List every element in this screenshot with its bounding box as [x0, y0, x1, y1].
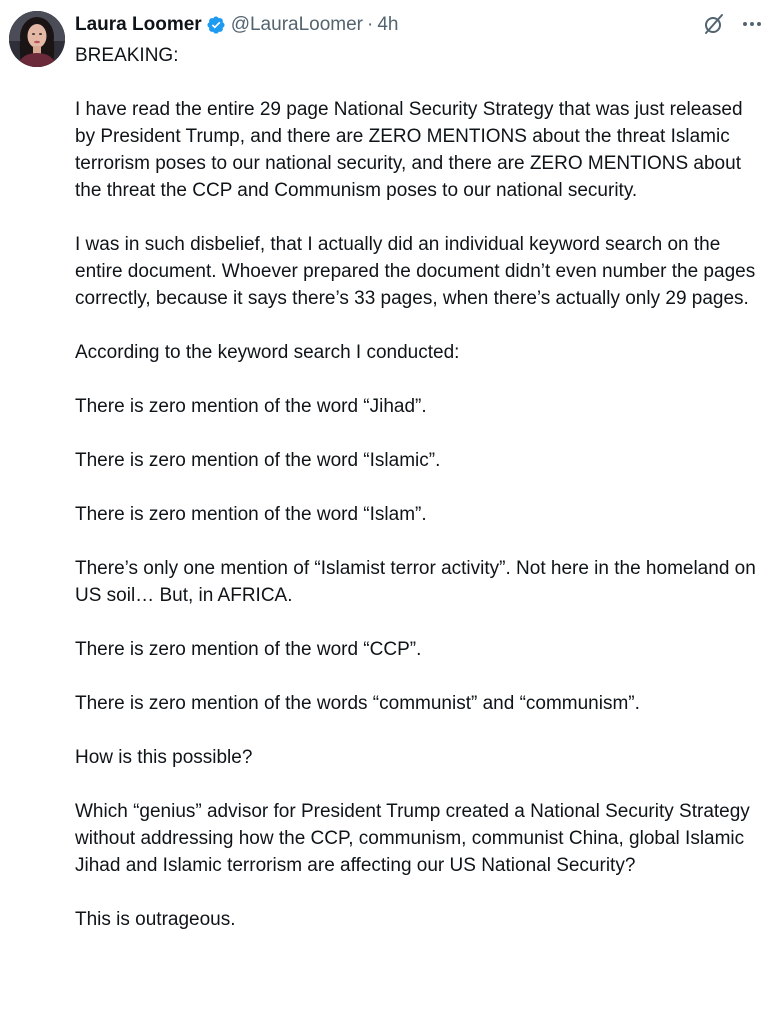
- grok-icon[interactable]: [702, 12, 726, 36]
- tweet-paragraph: There is zero mention of the word “Islamic”.: [75, 450, 441, 471]
- verified-badge-icon[interactable]: [206, 15, 226, 35]
- tweet-paragraph: BREAKING:: [75, 45, 179, 66]
- tweet-paragraph: There’s only one mention of “Islamist terror activity”. Not here in the homeland on US soil… But, in AFRICA.: [75, 558, 756, 606]
- tweet-paragraph: There is zero mention of the word “Islam”.: [75, 504, 427, 525]
- avatar[interactable]: [9, 11, 65, 67]
- tweet-paragraph: There is zero mention of the word “CCP”.: [75, 639, 422, 660]
- tweet-paragraph: This is outrageous.: [75, 909, 236, 930]
- tweet-paragraph: I was in such disbelief, that I actually did an individual keyword search on the entire document. Whoever prepared the document didn’t even number the pages correctly, because it says there’s 33 pages, when there’s actually only 29 pages.: [75, 234, 756, 309]
- tweet-paragraph: I have read the entire 29 page National Security Strategy that was just released by President Trump, and there are ZERO MENTIONS about the threat Islamic terrorism poses to our national security, and there are ZERO MENTIONS about the threat the CCP and Communism poses to our national security.: [75, 99, 743, 201]
- tweet-paragraph: According to the keyword search I conducted:: [75, 342, 460, 363]
- tweet-paragraph: There is zero mention of the words “communist” and “communism”.: [75, 693, 640, 714]
- display-name[interactable]: Laura Loomer: [75, 14, 202, 35]
- handle[interactable]: @LauraLoomer: [230, 14, 364, 35]
- tweet-paragraph: How is this possible?: [75, 747, 253, 768]
- tweet-actions: [702, 12, 764, 36]
- timestamp[interactable]: 4h: [377, 14, 399, 35]
- avatar-image: [9, 11, 65, 67]
- tweet-paragraph: There is zero mention of the word “Jihad”.: [75, 396, 427, 417]
- separator-dot: ·: [367, 14, 374, 35]
- more-icon[interactable]: [740, 12, 764, 36]
- tweet-paragraph: Which “genius” advisor for President Trump created a National Security Strategy without addressing how the CCP, communism, communist China, global Islamic Jihad and Islamic terrorism are affecting our US National Security?: [75, 801, 750, 876]
- tweet-header: [75, 10, 398, 40]
- tweet-text: [75, 42, 765, 933]
